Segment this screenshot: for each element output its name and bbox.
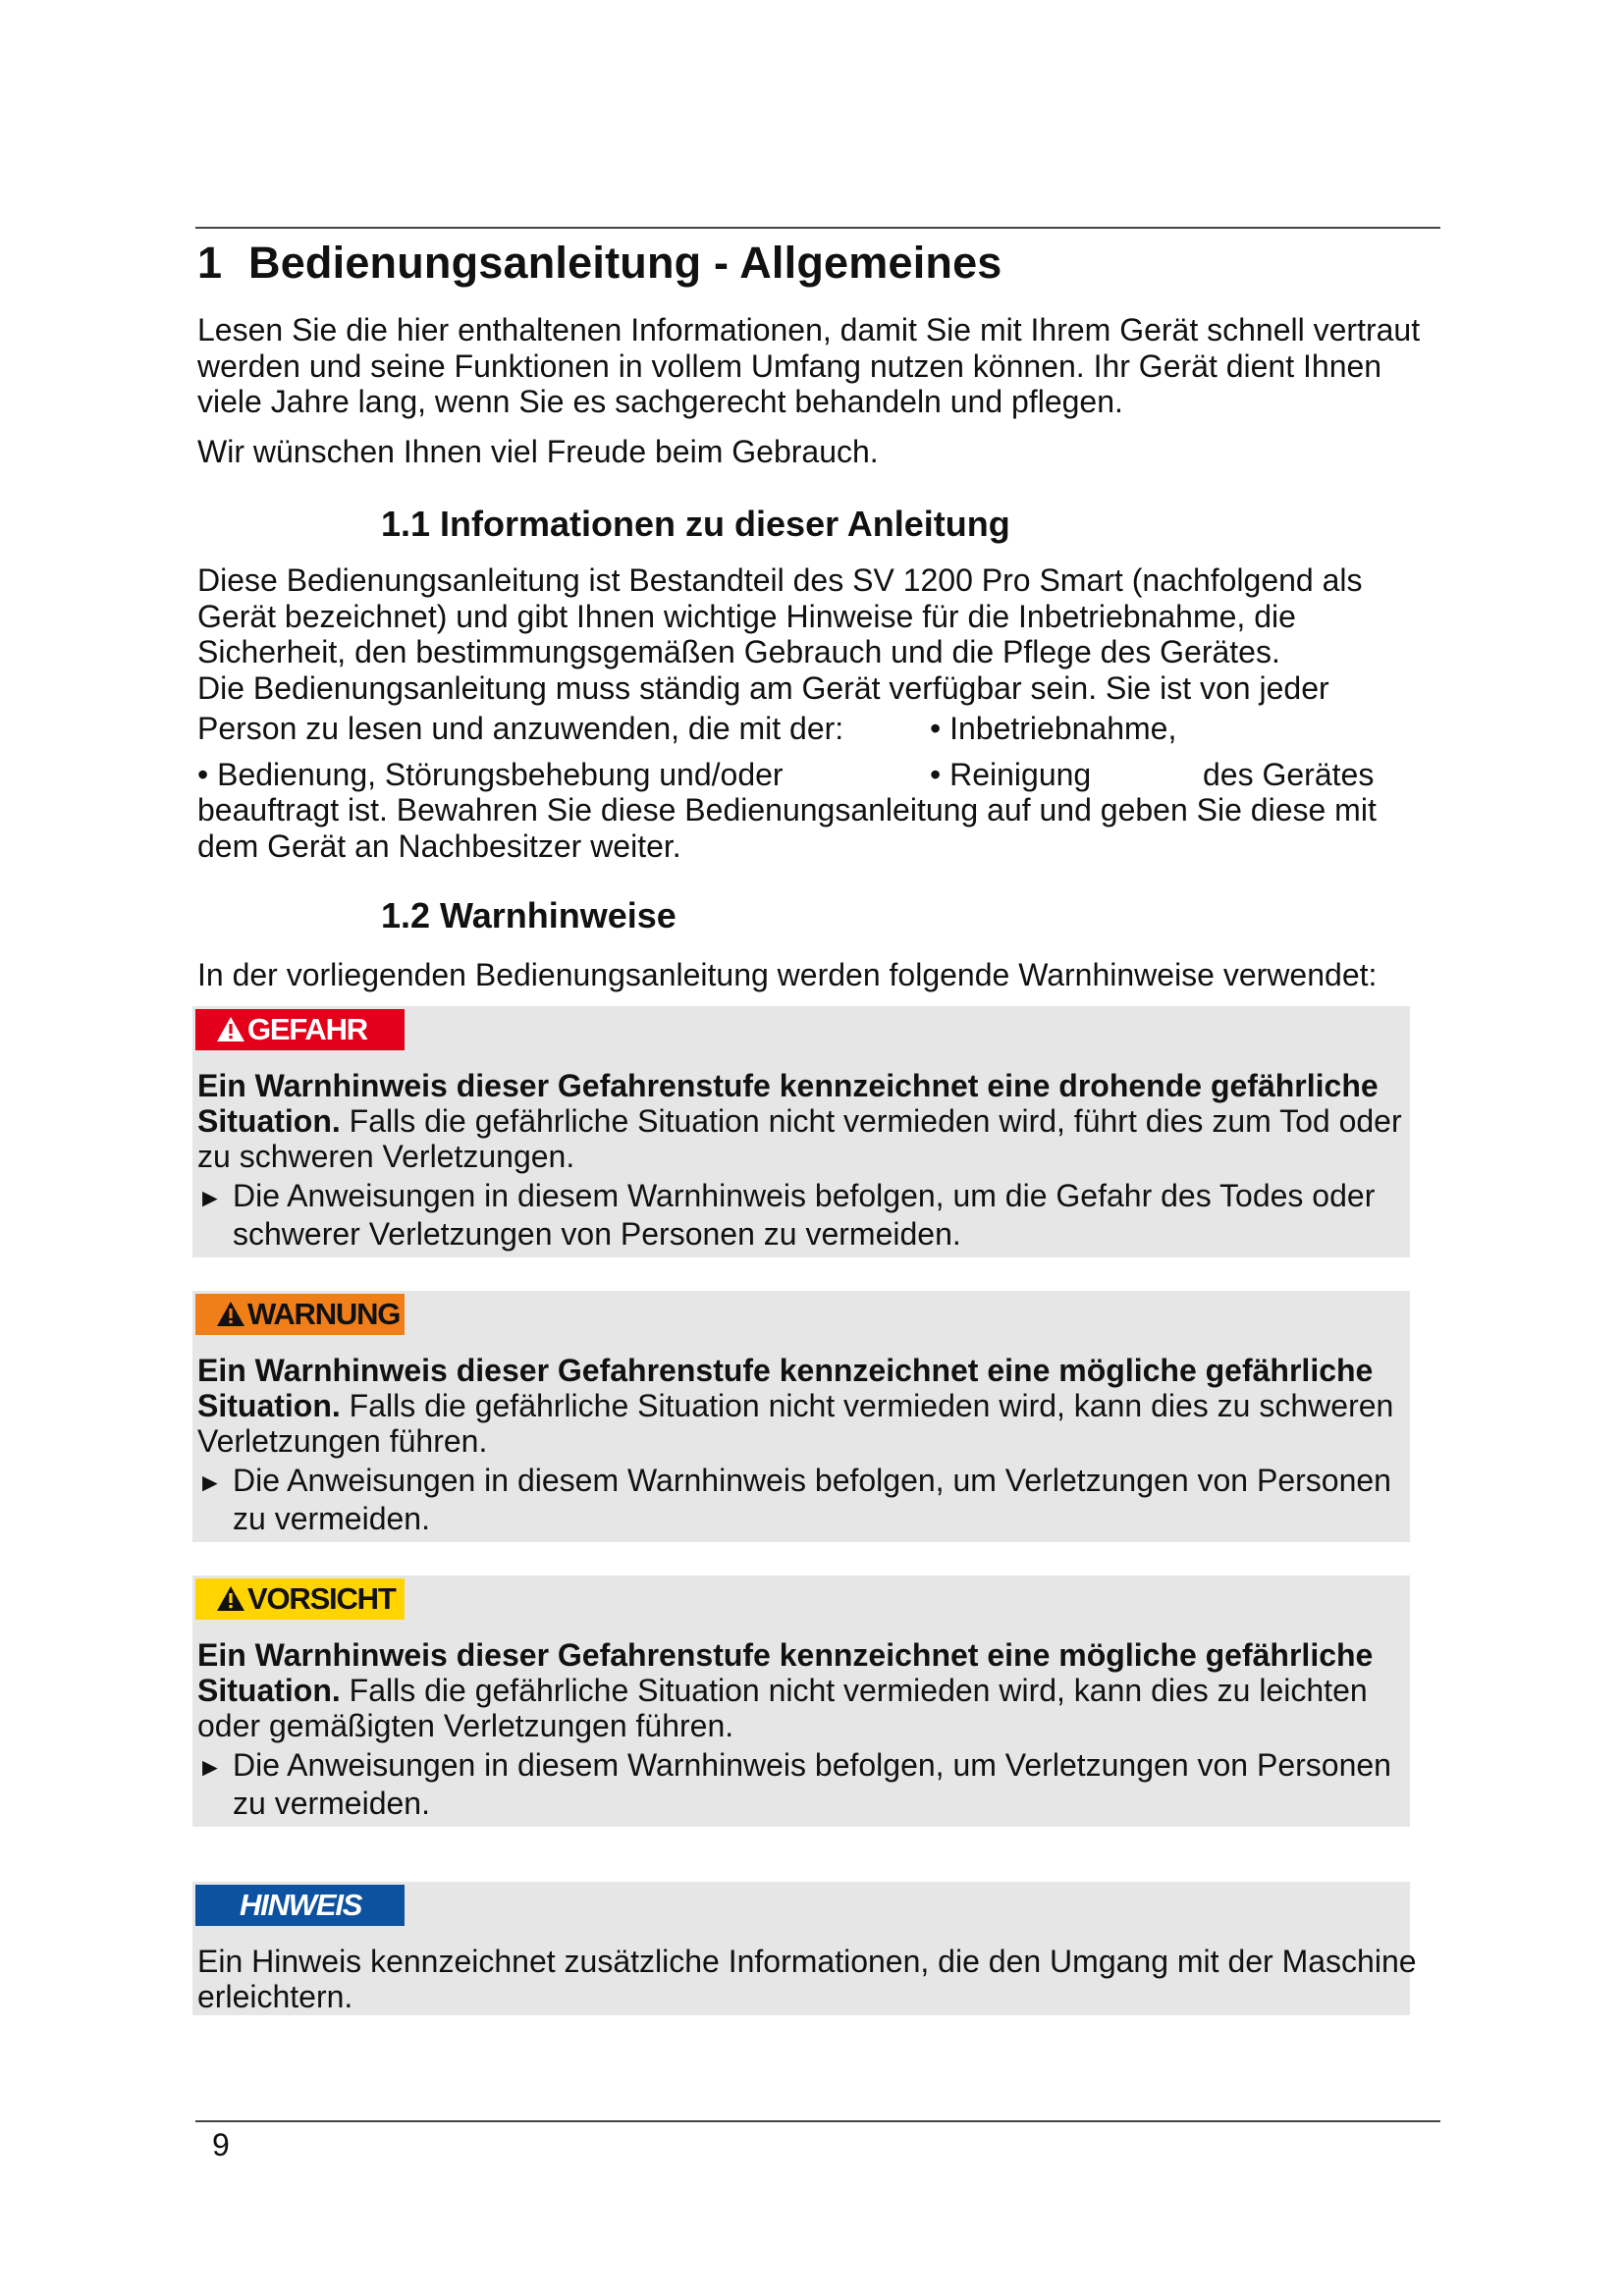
des-geraetes-text: des Gerätes [1203, 757, 1375, 792]
chapter-number: 1 [197, 238, 223, 288]
gefahr-box [192, 1006, 1410, 1257]
warnung-rest-line: Falls die gefährliche Situation nicht vermieden wird, kann dies zu schweren [340, 1388, 1394, 1423]
warning-triangle-icon [216, 1585, 245, 1612]
bullet-reinigung: • Reinigung [930, 757, 1092, 792]
section-1-1-title: 1.1 Informationen zu dieser Anleitung [381, 504, 1010, 544]
section-1-1-tail [197, 792, 1377, 864]
section-1-2-title: 1.2 Warnhinweise [381, 895, 677, 935]
gefahr-line3: zu schweren Verletzungen. [197, 1139, 575, 1174]
section-1-1-paragraph [197, 562, 1363, 706]
arrow-right-icon: ► [197, 1183, 223, 1212]
footer-rule [195, 2120, 1440, 2122]
section-1-2-intro: In der vorliegenden Bedienungsanleitung werden folgende Warnhinweise verwendet: [197, 957, 1378, 992]
arrow-right-icon: ► [197, 1468, 223, 1497]
intro-paragraph [197, 312, 1420, 420]
person-line: Person zu lesen und anzuwenden, die mit der: [197, 711, 844, 746]
gefahr-step-line1: Die Anweisungen in diesem Warnhinweis befolgen, um die Gefahr des Todes oder [233, 1178, 1376, 1213]
hinweis-line2: erleichtern. [197, 1979, 353, 2014]
hinweis-box [192, 1882, 1417, 2015]
vorsicht-box [192, 1575, 1410, 1827]
person-row [197, 711, 1376, 746]
page-number: 9 [212, 2127, 230, 2163]
vorsicht-step-line2: zu vermeiden. [233, 1786, 430, 1821]
bullet-bedienung: • Bedienung, Störungsbehebung und/oder [197, 757, 784, 792]
warnung-box [192, 1291, 1410, 1542]
vorsicht-text [197, 1637, 1373, 1743]
hinweis-text [197, 1944, 1417, 2014]
vorsicht-step [197, 1747, 1391, 1822]
section-1-1-line: Sicherheit, den bestimmungsgemäßen Gebrauch und die Pflege des Gerätes. [197, 634, 1280, 669]
vorsicht-label: VORSICHT [247, 1581, 396, 1616]
vorsicht-step-line1: Die Anweisungen in diesem Warnhinweis befolgen, um Verletzungen von Personen [233, 1747, 1391, 1783]
gefahr-badge [195, 1009, 405, 1050]
warnung-label: WARNUNG [247, 1297, 401, 1331]
chapter-title-text: Bedienungsanleitung - Allgemeines [248, 238, 1002, 288]
gefahr-bold-line: Ein Warnhinweis dieser Gefahrenstufe kennzeichnet eine drohende gefährliche [197, 1068, 1379, 1103]
arrow-right-icon: ► [197, 1752, 223, 1782]
intro-line: werden und seine Funktionen in vollem Umfang nutzen können. Ihr Gerät dient Ihnen [197, 347, 1382, 384]
hinweis-line1: Ein Hinweis kennzeichnet zusätzliche Informationen, die den Umgang mit der Maschine [197, 1944, 1417, 1979]
warnung-situation: Situation. [197, 1388, 341, 1423]
warnung-step [197, 1463, 1391, 1537]
gefahr-step [197, 1178, 1375, 1253]
bullet-row [197, 757, 1376, 792]
gefahr-rest-line: Falls die gefährliche Situation nicht vermieden wird, führt dies zum Tod oder [340, 1103, 1402, 1139]
section-1-1-line: Die Bedienungsanleitung muss ständig am Gerät verfügbar sein. Sie ist von jeder [197, 669, 1329, 706]
section-1-1-line: Diese Bedienungsanleitung ist Bestandteil des SV 1200 Pro Smart (nachfolgend als [197, 562, 1363, 598]
warnung-badge [195, 1294, 405, 1335]
section-1-1-tail-line: dem Gerät an Nachbesitzer weiter. [197, 828, 681, 864]
warning-triangle-icon [216, 1016, 245, 1042]
gefahr-situation: Situation. [197, 1103, 341, 1139]
chapter-title [197, 228, 1002, 298]
warnung-bold-line: Ein Warnhinweis dieser Gefahrenstufe kennzeichnet eine mögliche gefährliche [197, 1353, 1374, 1388]
intro-line: viele Jahre lang, wenn Sie es sachgerecht behandeln und pflegen. [197, 384, 1123, 419]
section-1-1-line: Gerät bezeichnet) und gibt Ihnen wichtige Hinweise für die Inbetriebnahme, die [197, 598, 1296, 634]
warnung-step-line2: zu vermeiden. [233, 1501, 430, 1536]
gefahr-label: GEFAHR [247, 1012, 367, 1046]
gefahr-step-line2: schwerer Verletzungen von Personen zu vermeiden. [233, 1216, 961, 1252]
section-1-1-tail-line: beauftragt ist. Bewahren Sie diese Bedienungsanleitung auf und geben Sie diese mit [197, 792, 1377, 828]
warning-triangle-icon [216, 1301, 245, 1327]
vorsicht-situation: Situation. [197, 1673, 341, 1708]
warnung-step-line1: Die Anweisungen in diesem Warnhinweis befolgen, um Verletzungen von Personen [233, 1463, 1391, 1498]
vorsicht-bold-line: Ein Warnhinweis dieser Gefahrenstufe kennzeichnet eine mögliche gefährliche [197, 1637, 1374, 1673]
intro-line: Lesen Sie die hier enthaltenen Informationen, damit Sie mit Ihrem Gerät schnell vertraut [197, 312, 1421, 347]
intro-closing: Wir wünschen Ihnen viel Freude beim Gebrauch. [197, 434, 879, 469]
vorsicht-line3: oder gemäßigten Verletzungen führen. [197, 1708, 734, 1743]
vorsicht-badge [195, 1578, 405, 1620]
bullet-inbetriebnahme: • Inbetriebnahme, [930, 711, 1177, 746]
warnung-text [197, 1353, 1393, 1459]
vorsicht-rest-line: Falls die gefährliche Situation nicht vermieden wird, kann dies zu leichten [340, 1673, 1368, 1708]
gefahr-text [197, 1068, 1402, 1174]
hinweis-badge: HINWEIS [195, 1885, 405, 1926]
warnung-line3: Verletzungen führen. [197, 1423, 488, 1459]
